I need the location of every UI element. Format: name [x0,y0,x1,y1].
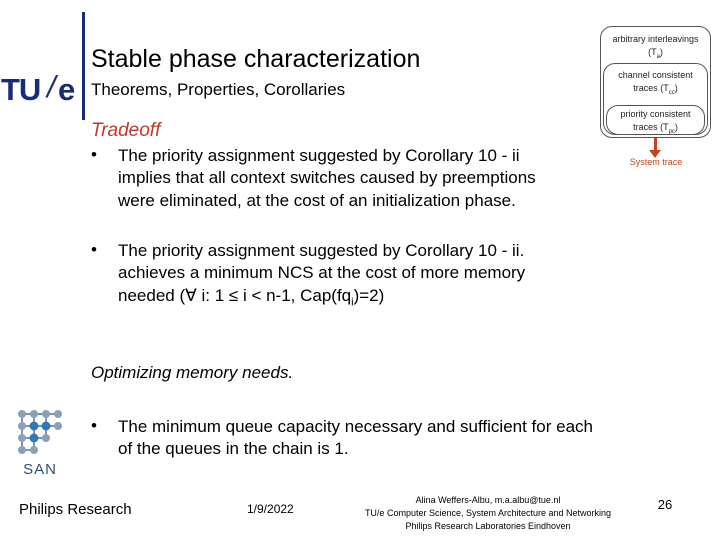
arbitrary-interleavings-label: arbitrary interleavings [612,34,699,44]
tue-logo-tu: TU [1,72,41,107]
system-trace-label: System trace [629,157,683,167]
bullet-2-marker: • [91,240,97,259]
footer-author-line: Alina Weffers-Albu, m.a.albu@tue.nl [415,495,561,505]
bullet-2-line: achieves a minimum NCS at the cost of more memory [118,263,526,283]
san-logo-label: SAN [23,461,57,478]
priority-consistent-label: priority consistent [620,109,691,119]
priority-consistent-sub: traces $(T_{pc})$ [633,122,678,135]
bullet-1-text [118,145,608,212]
bullet-1-line: implies that all context switches caused by preemptions [118,168,536,188]
channel-consistent-label: channel consistent [618,70,693,80]
priority-consistent-oval [606,105,705,135]
bullet-2-text [118,240,618,310]
forall-symbol: ∀ [185,285,197,305]
slide-subtitle: Theorems, Properties, Corollaries [91,80,346,99]
bullet-3-line: The minimum queue capacity necessary and sufficient for each [118,417,593,436]
arbitrary-interleavings-sub: $(T_a)$ [648,47,663,60]
bullet-2-line: The priority assignment suggested by Corollary 10 - ii. [118,241,525,260]
channel-consistent-sub: traces $(T_{cc})$ [633,83,678,96]
san-logo-icon [14,408,72,480]
optimizing-heading: Optimizing memory needs. [91,363,294,382]
bullet-1-line: The priority assignment suggested by Corollary 10 - ii [118,146,520,165]
slide-title: Stable phase characterization [91,45,421,73]
footer-author-line: Philips Research Laboratories Eindhoven [405,520,571,531]
tue-logo-slash: / [47,69,56,104]
bullet-3-line: of the queues in the chain is 1. [118,439,349,459]
footer-author [338,494,638,532]
tue-logo [0,69,84,107]
header-vertical-bar [82,12,85,120]
footer-author-line: TU/e Computer Science, System Architecture and Networking [364,507,612,518]
bullet-1-marker: • [91,145,97,164]
bullet-1-line: were eliminated, at the cost of an initialization phase. [118,190,516,210]
tradeoff-heading: Tradeoff [91,120,161,141]
bullet-3-marker: • [91,416,97,435]
bullet-2-line-formula: needed (∀ i: 1 ≤ i < n-1, $Cap(fq_i)=2$) [118,285,385,309]
trace-diagram [600,26,711,138]
bullet-3-text [118,416,708,461]
page-number: 26 [657,497,673,512]
footer-company: Philips Research [19,501,132,518]
tue-logo-e: e [58,72,76,107]
footer-date: 1/9/2022 [247,502,294,516]
